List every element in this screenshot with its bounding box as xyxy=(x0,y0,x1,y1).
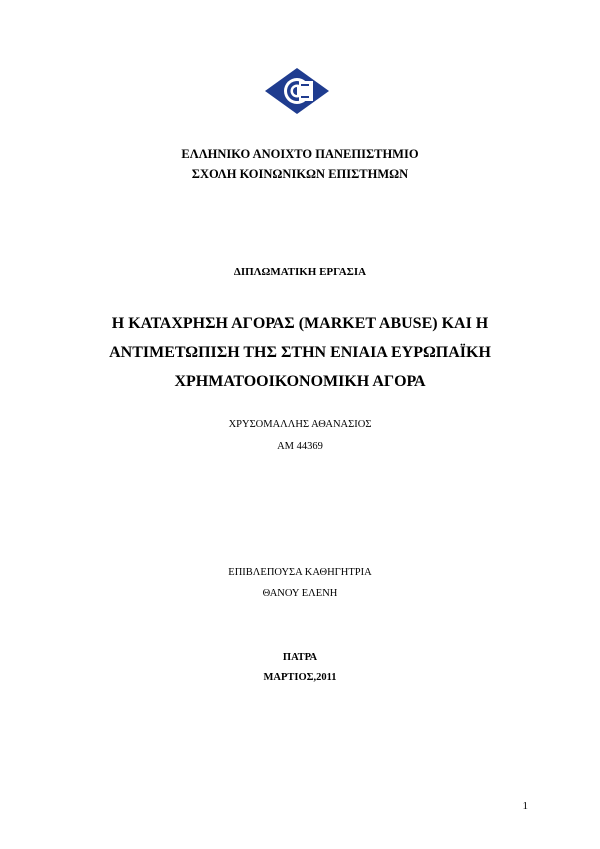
page-number: 1 xyxy=(522,800,528,812)
place-date: ΜΑΡΤΙΟΣ,2011 xyxy=(263,672,337,683)
thesis-type: ΔΙΠΛΩΜΑΤΙΚΗ ΕΡΓΑΣΙΑ xyxy=(233,266,367,278)
thesis-title-line-3: ΧΡΗΜΑΤΟΟΙΚΟΝΟΜΙΚΗ ΑΓΟΡΑ xyxy=(174,373,426,390)
place-city: ΠΑΤΡΑ xyxy=(282,652,318,663)
supervisor-label: ΕΠΙΒΛΕΠΟΥΣΑ ΚΑΘΗΓΗΤΡΙΑ xyxy=(228,567,372,578)
author-name: ΧΡΥΣΟΜΑΛΛΗΣ ΑΘΑΝΑΣΙΟΣ xyxy=(228,419,372,430)
supervisor-name: ΘΑΝΟΥ ΕΛΕΝΗ xyxy=(262,588,338,599)
thesis-title-line-1: Η ΚΑΤΑΧΡΗΣΗ ΑΓΟΡΑΣ (MARKET ABUSE) ΚΑΙ Η xyxy=(111,315,489,332)
author-id: ΑΜ 44369 xyxy=(277,441,323,452)
university-name: ΕΛΛΗΝΙΚΟ ΑΝΟΙΧΤΟ ΠΑΝΕΠΙΣΤΗΜΙΟ xyxy=(181,147,419,161)
university-emblem-icon xyxy=(263,66,331,116)
thesis-title-line-2: ΑΝΤΙΜΕΤΩΠΙΣΗ ΤΗΣ ΣΤΗΝ ΕΝΙΑΙΑ ΕΥΡΩΠΑΪΚΗ xyxy=(109,344,491,361)
school-name: ΣΧΟΛΗ ΚΟΙΝΩΝΙΚΩΝ ΕΠΙΣΤΗΜΩΝ xyxy=(191,167,409,181)
